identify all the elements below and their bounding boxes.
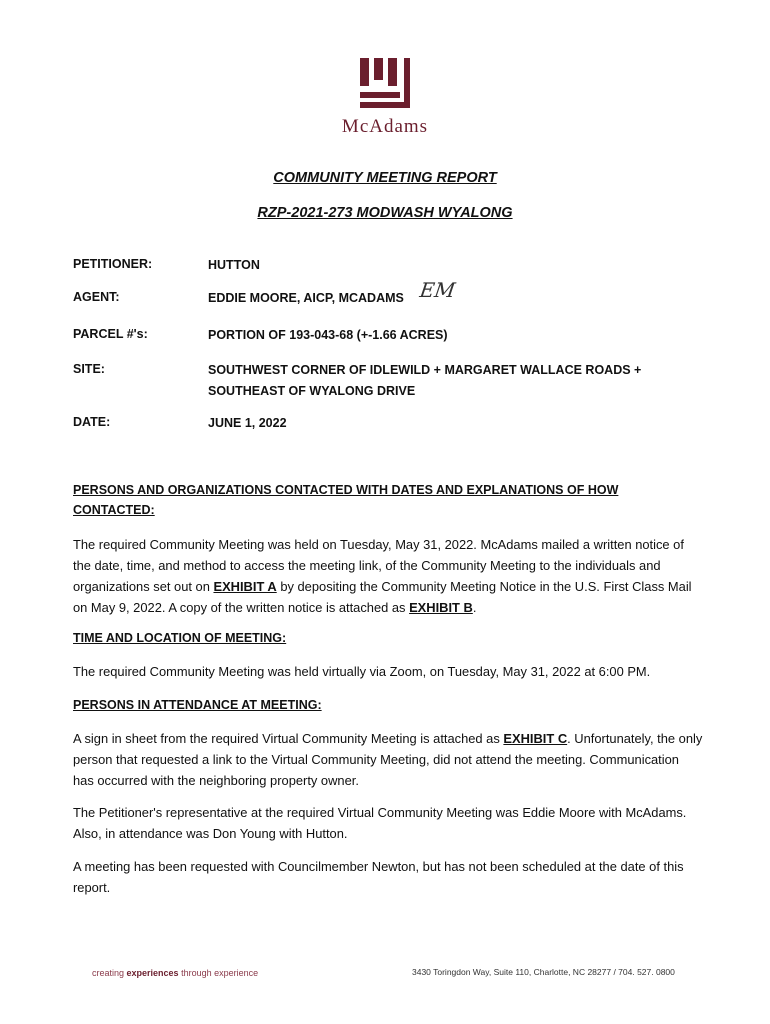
footer-address: 3430 Toringdon Way, Suite 110, Charlotte, NC 28277 / 704. 527. 0800 (412, 967, 675, 977)
petitioner-label: PETITIONER: (73, 257, 153, 271)
exhibit-a-ref: EXHIBIT A (213, 579, 277, 594)
contacted-heading-line2: CONTACTED: (73, 503, 155, 517)
date-value: JUNE 1, 2022 (208, 416, 287, 430)
footer-tagline (92, 968, 258, 978)
attendance-paragraph-2: The Petitioner's representative at the required Virtual Community Meeting was Eddie Moore with McAdams. Also, in attendance was Don Young with Hutton. (73, 805, 687, 841)
contacted-text-c: . (472, 600, 477, 615)
brand-name: McAdams (341, 116, 429, 137)
attendance-text-a: A sign in sheet from the required Virtual Community Meeting is attached as (73, 731, 504, 746)
date-label: DATE: (73, 415, 111, 429)
time-heading: TIME AND LOCATION OF MEETING: (73, 631, 287, 645)
footer-tag-c: through experience (178, 968, 259, 978)
exhibit-c-ref: EXHIBIT C (503, 731, 568, 746)
footer-tag-a: creating (92, 968, 127, 978)
signature-initials: EM (418, 278, 457, 302)
mcadams-logo-icon (360, 58, 412, 110)
petitioner-value: HUTTON (208, 258, 260, 272)
contacted-heading (73, 480, 673, 520)
report-title: COMMUNITY MEETING REPORT (273, 170, 497, 186)
site-label: SITE: (73, 362, 105, 376)
site-value-line2: SOUTHEAST OF WYALONG DRIVE (208, 384, 416, 398)
report-subtitle: RZP-2021-273 MODWASH WYALONG (257, 205, 513, 221)
attendance-paragraph-3: A meeting has been requested with Councilmember Newton, but has not been scheduled at the date of this report. (73, 859, 684, 895)
parcel-label: PARCEL #'s: (73, 327, 148, 341)
parcel-value: PORTION OF 193-043-68 (+-1.66 ACRES) (208, 328, 448, 342)
time-paragraph: The required Community Meeting was held virtually via Zoom, on Tuesday, May 31, 2022 at 6:00 PM. (73, 664, 651, 679)
footer-tag-b: experiences (126, 968, 179, 978)
contacted-paragraph (73, 534, 703, 618)
exhibit-b-ref: EXHIBIT B (409, 600, 473, 615)
attendance-heading: PERSONS IN ATTENDANCE AT MEETING: (73, 698, 322, 712)
attendance-text-b: . Unfortunately, the only person that requested a link to the Virtual Community Meeting, did not attend the meeting. Communication has occurred with the neighboring property owner. (73, 731, 703, 788)
contacted-text-a: The required Community Meeting was held on Tuesday, May 31, 2022. McAdams mailed a written notice of the date, time, and method to access the meeting link, of the Community Meeting to the individuals and organizations set out on (73, 537, 684, 594)
agent-value: EDDIE MOORE, AICP, MCADAMS (208, 291, 404, 305)
agent-label: AGENT: (73, 290, 120, 304)
contacted-heading-line1: PERSONS AND ORGANIZATIONS CONTACTED WITH DATES AND EXPLANATIONS OF HOW (73, 483, 619, 497)
site-value-line1: SOUTHWEST CORNER OF IDLEWILD + MARGARET WALLACE ROADS + (208, 363, 642, 377)
attendance-paragraph-1 (73, 728, 703, 791)
contacted-text-b: by depositing the Community Meeting Notice in the U.S. First Class Mail on May 9, 2022. A copy of the written notice is attached as (73, 579, 692, 615)
